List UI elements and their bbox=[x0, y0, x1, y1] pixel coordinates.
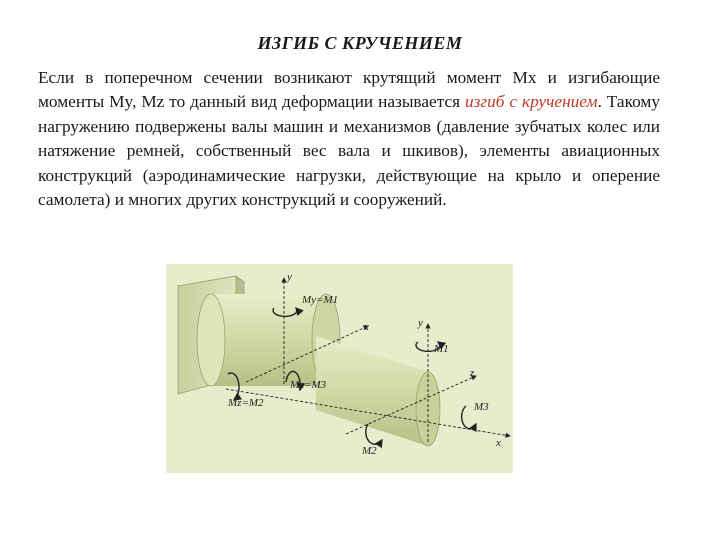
body-paragraph bbox=[38, 66, 660, 212]
moment-m1-label: M1 bbox=[434, 343, 449, 355]
paragraph-text-after: . Такому нагружению подвержены валы машин и механизмов (давление зубчатых колес или натяжение ремней, собственный вес вала и шкивов), элементы авиационных конструкций (аэродинамические нагрузки, действующие на крыло и оперение самолета) и многих других конструкций и сооружений. bbox=[38, 92, 661, 210]
moment-m3-label: M3 bbox=[474, 401, 489, 413]
moment-my-label: Mу=M1 bbox=[302, 294, 339, 306]
axis-x-mid-label: x bbox=[364, 321, 369, 333]
axis-y-right-label: y bbox=[418, 317, 423, 329]
moment-m2-label: M2 bbox=[362, 445, 377, 457]
moment-mz-label: Mz=M2 bbox=[228, 397, 264, 409]
shaft-diagram bbox=[166, 264, 513, 473]
axis-x-right-label: x bbox=[496, 437, 501, 449]
page-title: ИЗГИБ С КРУЧЕНИЕМ bbox=[257, 33, 463, 53]
axis-z-label: z bbox=[470, 367, 475, 379]
moment-mx-label: Mx=M3 bbox=[290, 379, 327, 391]
paragraph-highlight-term: изгиб с кручением bbox=[465, 92, 598, 112]
shaft-diagram-svg bbox=[166, 264, 513, 473]
axis-y-top-label: y bbox=[287, 271, 292, 283]
paragraph-text-before: Если в поперечном сечении возникают крутящий момент Mx и изгибающие моменты My, Mz то данный вид деформации называется bbox=[38, 68, 660, 112]
